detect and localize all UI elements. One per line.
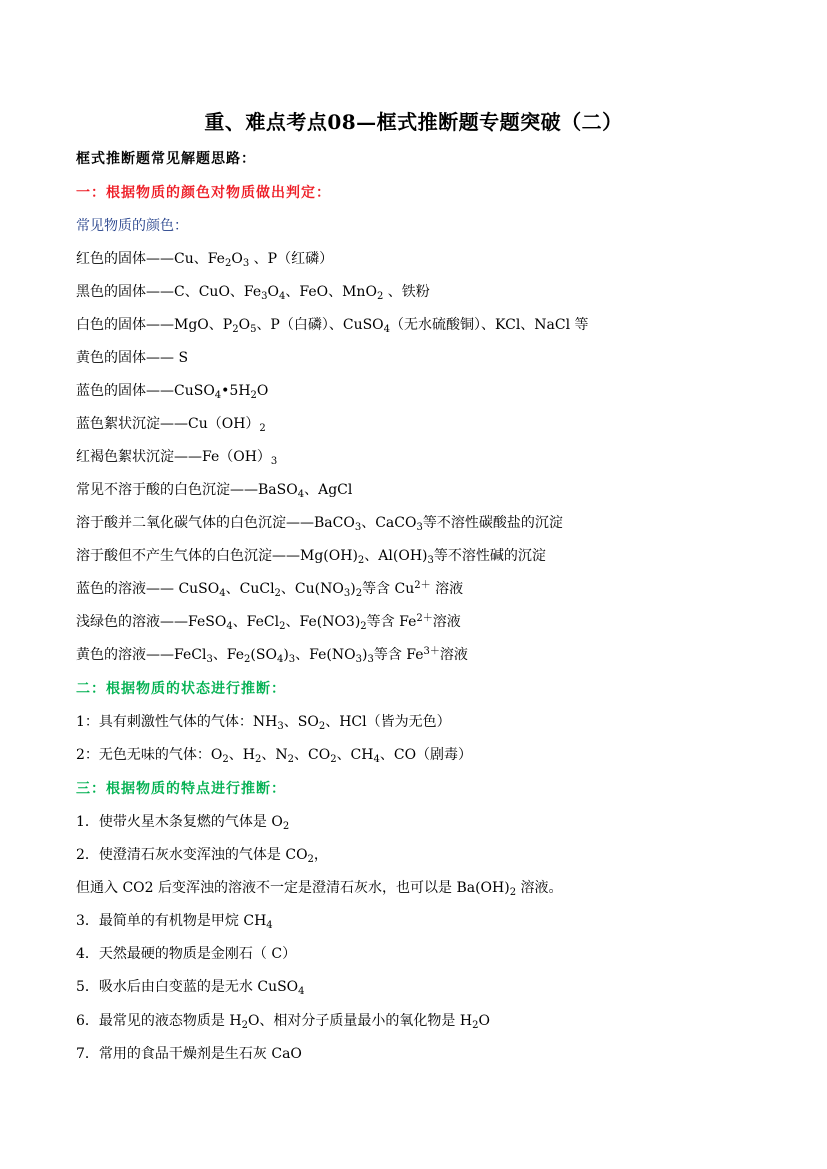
color-line-blue-solid: 蓝色的固体$——CuSO_4•5H_2O$ bbox=[76, 383, 269, 401]
color-line-redbrown-precipitate: 红褐色絮状沉淀$——Fe(OH)_3$ bbox=[76, 449, 278, 467]
color-line-carbonate-precipitate: 溶于酸并二氧化碳气体的白色沉淀——BaCO$_3$、CaCO$_3$等不溶性碳酸盐的沉淀 bbox=[76, 515, 563, 533]
feature-line-2-note: 但通入 CO2 后变浑浊的溶液不一定是澄清石灰水，也可以是 $Ba(OH)_2$ 溶液。 bbox=[76, 880, 563, 898]
section3-heading: 三：根据物质的特点进行推断： bbox=[76, 781, 286, 797]
color-line-base-precipitate: 溶于酸但不产生气体的白色沉淀$——Mg(OH)_2$、$Al(OH)_3$等不溶性碱的沉淀 bbox=[76, 548, 546, 566]
feature-line-6: 6．最常见的液态物质是 $H_2O$、相对分子质量最小的氧化物是 $H_2O$ bbox=[76, 1013, 490, 1031]
color-line-red-solid: 红色的固体——Cu、$Fe_2O_3$ 、P（红磷） bbox=[76, 251, 334, 269]
color-line-black-solid: 黑色的固体——C、CuO、$Fe_3O_4$、FeO、MnO$_2$ 、铁粉 bbox=[76, 284, 430, 302]
intro-heading: 框式推断题常见解题思路： bbox=[76, 151, 256, 167]
color-line-yellow-solution: 黄色的溶液——FeCl$_3$、$Fe_2(SO_4)_3$、$Fe(NO_3)_3$等含 $Fe^{3+}$溶液 bbox=[76, 646, 468, 665]
state-line-irritating-gas: 1：具有刺激性气体的气体：$NH_3$、$SO_2$、HCl（皆为无色） bbox=[76, 714, 451, 732]
feature-line-2: 2．使澄清石灰水变浑浊的气体是 $CO_2$， bbox=[76, 847, 328, 865]
section1-heading: 一：根据物质的颜色对物质做出判定： bbox=[76, 185, 331, 201]
feature-line-4: 4．天然最硬的物质是金刚石（ C） bbox=[76, 946, 297, 962]
feature-line-1: 1．使带火星木条复燃的气体是 $O_2$ bbox=[76, 814, 290, 832]
section1-subheading: 常见物质的颜色： bbox=[76, 218, 188, 234]
feature-line-7: 7．常用的食品干燥剂是生石灰 CaO bbox=[76, 1046, 302, 1062]
color-line-acid-insoluble: 常见不溶于酸的白色沉淀——BaSO$_4$、AgCl bbox=[76, 482, 353, 500]
feature-line-5: 5．吸水后由白变蓝的是无水 CuSO$_4$ bbox=[76, 979, 305, 997]
color-line-white-solid: 白色的固体——MgO、$P_2O_5$、P（白磷）、CuSO$_4$（无水硫酸铜）、KCl、NaCl 等 bbox=[76, 317, 589, 335]
color-line-blue-solution: 蓝色的溶液—— CuSO$_4$、CuCl$_2$、$Cu(NO_3)_2$等含 $Cu^{2+}$ 溶液 bbox=[76, 580, 464, 599]
feature-line-3: 3．最简单的有机物是甲烷 $CH_4$ bbox=[76, 913, 273, 931]
state-line-odorless-gas: 2：无色无味的气体：$O_2$、$H_2$、$N_2$、$CO_2$、$CH_4$、CO（剧毒） bbox=[76, 747, 473, 765]
page-title: 重、难点考点08—框式推断题专题突破（二） bbox=[204, 110, 623, 134]
color-line-yellow-solid: 黄色的固体—— S bbox=[76, 350, 189, 366]
color-line-blue-precipitate: 蓝色絮状沉淀$——Cu(OH)_2$ bbox=[76, 416, 266, 434]
color-line-lightgreen-solution: 浅绿色的溶液——FeSO$_4$、FeCl$_2$、$Fe(NO3)_2$等含 $Fe^{2+}$溶液 bbox=[76, 613, 461, 632]
section2-heading: 二：根据物质的状态进行推断： bbox=[76, 681, 286, 697]
